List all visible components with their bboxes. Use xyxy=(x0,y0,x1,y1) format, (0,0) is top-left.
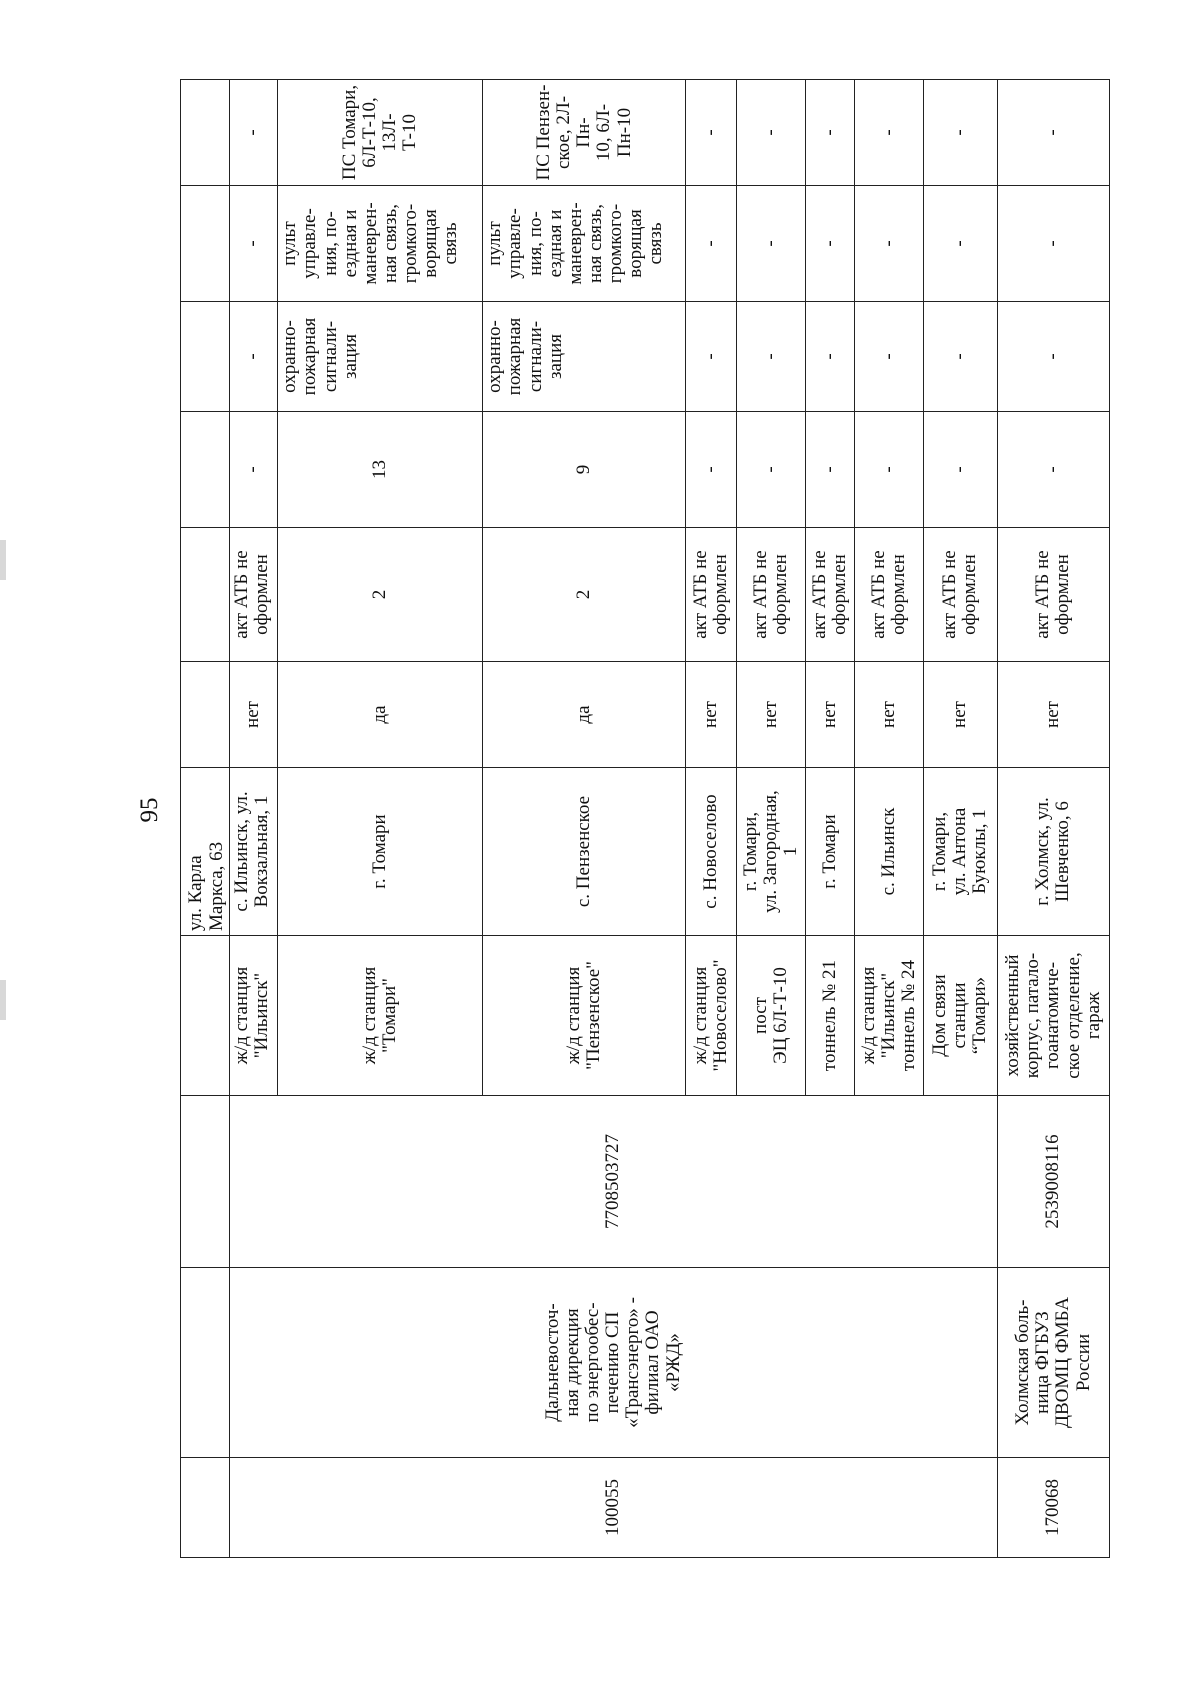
object-cell: пост ЭЦ 6Л-Т-10 xyxy=(737,936,806,1096)
substation-cell: - xyxy=(737,80,806,186)
substation-cell: - xyxy=(854,80,923,186)
flag-cell: да xyxy=(483,662,686,768)
flag-cell: нет xyxy=(686,662,737,768)
org-code-cell: 170068 xyxy=(997,1458,1109,1558)
flag-cell: нет xyxy=(923,662,997,768)
count-cell: - xyxy=(806,412,855,528)
address-cell: г. Холмск, ул. Шевченко, 6 xyxy=(997,768,1109,936)
object-cell: ж/д станция "Новоселово" xyxy=(686,936,737,1096)
count-cell: - xyxy=(923,412,997,528)
substation-cell: ПС Пензен- ское, 2Л-Пн- 10, 6Л-Пн-10 xyxy=(483,80,686,186)
flag-cell: нет xyxy=(737,662,806,768)
control-cell: - xyxy=(686,186,737,302)
table-cell xyxy=(181,412,230,528)
address-cell: г. Томари, ул. Антона Буюклы, 1 xyxy=(923,768,997,936)
control-cell: - xyxy=(923,186,997,302)
act-cell: акт АТБ не оформлен xyxy=(686,528,737,662)
rotated-table xyxy=(180,80,1110,1558)
substation-cell: ПС Томари, 6Л-Т-10, 13Л- Т-10 xyxy=(278,80,483,186)
flag-cell: да xyxy=(278,662,483,768)
inn-cell: 7708503727 xyxy=(229,1096,997,1268)
count-cell: - xyxy=(737,412,806,528)
flag-cell: нет xyxy=(854,662,923,768)
address-cell: с. Новоселово xyxy=(686,768,737,936)
substation-cell: - xyxy=(686,80,737,186)
registry-table xyxy=(180,79,1110,1558)
address-cell: ул. Карла Маркса, 63 xyxy=(181,768,230,936)
security-cell: - xyxy=(854,302,923,412)
security-cell: - xyxy=(923,302,997,412)
act-cell: акт АТБ не оформлен xyxy=(737,528,806,662)
page-number: 95 xyxy=(136,797,163,823)
address-cell: с. Ильинск xyxy=(854,768,923,936)
margin-mark xyxy=(0,540,6,580)
object-cell: ж/д станция "Ильинск" xyxy=(229,936,278,1096)
act-cell: 2 xyxy=(483,528,686,662)
control-cell: - xyxy=(737,186,806,302)
flag-cell: нет xyxy=(997,662,1109,768)
count-cell: - xyxy=(854,412,923,528)
table-cell xyxy=(181,186,230,302)
act-cell: акт АТБ не оформлен xyxy=(229,528,278,662)
table-row xyxy=(997,80,1109,1558)
security-cell: - xyxy=(686,302,737,412)
substation-cell: - xyxy=(923,80,997,186)
act-cell: 2 xyxy=(278,528,483,662)
flag-cell: нет xyxy=(806,662,855,768)
count-cell: - xyxy=(686,412,737,528)
org-name-cell: Дальневосточ- ная дирекция по энергообес- печению СП «Трансэнерго» - филиал ОАО «РЖД» xyxy=(229,1268,997,1458)
security-cell: - xyxy=(997,302,1109,412)
act-cell: акт АТБ не оформлен xyxy=(923,528,997,662)
security-cell: - xyxy=(806,302,855,412)
security-cell: охранно- пожарная сигнали- зация xyxy=(483,302,686,412)
control-cell: - xyxy=(229,186,278,302)
security-cell: - xyxy=(229,302,278,412)
table-cell xyxy=(181,302,230,412)
margin-mark xyxy=(0,980,6,1020)
table-cell xyxy=(181,936,230,1096)
org-code-cell: 100055 xyxy=(229,1458,997,1558)
control-cell: - xyxy=(806,186,855,302)
flag-cell: нет xyxy=(229,662,278,768)
address-cell: с. Ильинск, ул. Вокзальная, 1 xyxy=(229,768,278,936)
security-cell: охранно- пожарная сигнали- зация xyxy=(278,302,483,412)
table-cell xyxy=(181,1096,230,1268)
table-cell xyxy=(181,662,230,768)
act-cell: акт АТБ не оформлен xyxy=(854,528,923,662)
count-cell: - xyxy=(997,412,1109,528)
security-cell: - xyxy=(737,302,806,412)
table-cell xyxy=(181,80,230,186)
substation-cell: - xyxy=(229,80,278,186)
object-cell: ж/д станция "Томари" xyxy=(278,936,483,1096)
control-cell: - xyxy=(854,186,923,302)
count-cell: - xyxy=(229,412,278,528)
table-row xyxy=(229,80,278,1558)
table-row xyxy=(181,80,230,1558)
act-cell: акт АТБ не оформлен xyxy=(806,528,855,662)
address-cell: с. Пензенское xyxy=(483,768,686,936)
address-cell: г. Томари xyxy=(278,768,483,936)
inn-cell: 2539008116 xyxy=(997,1096,1109,1268)
object-cell: тоннель № 21 xyxy=(806,936,855,1096)
substation-cell: - xyxy=(997,80,1109,186)
table-cell xyxy=(181,1268,230,1458)
substation-cell: - xyxy=(806,80,855,186)
count-cell: 9 xyxy=(483,412,686,528)
object-cell: хозяйственный корпус, патало- гоанатомиче- ское отделение, гараж xyxy=(997,936,1109,1096)
address-cell: г. Томари, ул. Загородная, 1 xyxy=(737,768,806,936)
count-cell: 13 xyxy=(278,412,483,528)
object-cell: ж/д станция "Ильинск" тоннель № 24 xyxy=(854,936,923,1096)
control-cell: пульт управле- ния, по- ездная и маневрен- ная связь, громкого- ворящая связь xyxy=(278,186,483,302)
object-cell: Дом связи станции “Томари» xyxy=(923,936,997,1096)
control-cell: - xyxy=(997,186,1109,302)
table-cell xyxy=(181,1458,230,1558)
object-cell: ж/д станция "Пензенское" xyxy=(483,936,686,1096)
org-name-cell: Холмская боль- ница ФГБУЗ ДВОМЦ ФМБА России xyxy=(997,1268,1109,1458)
act-cell: акт АТБ не оформлен xyxy=(997,528,1109,662)
control-cell: пульт управле- ния, по- ездная и маневрен- ная связь, громкого- ворящая связь xyxy=(483,186,686,302)
address-cell: г. Томари xyxy=(806,768,855,936)
table-cell xyxy=(181,528,230,662)
